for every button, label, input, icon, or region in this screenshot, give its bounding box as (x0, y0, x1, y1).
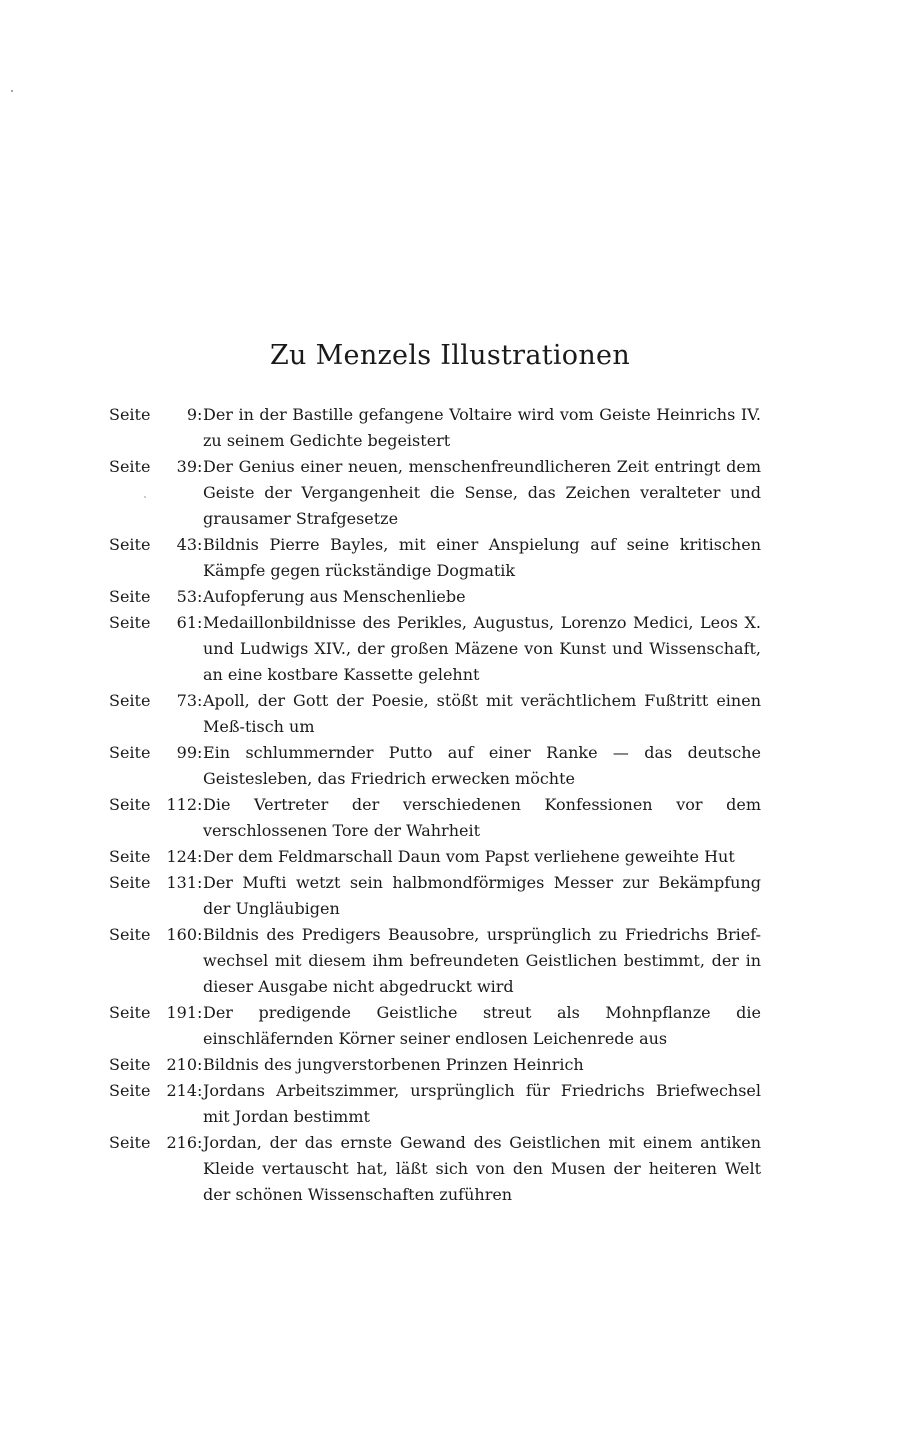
colon: : (197, 613, 203, 632)
list-item (109, 402, 761, 454)
list-item (109, 1000, 761, 1052)
entry-label (109, 584, 203, 610)
page-number: 131 (166, 873, 197, 892)
page-number: 210 (166, 1055, 197, 1074)
illustration-list (109, 402, 761, 1208)
entry-label (109, 1078, 203, 1104)
entry-description: Bildnis Pierre Bayles, mit einer Anspielung auf seine kritischen Kämpfe gegen rückständige Dogmatik (203, 535, 761, 580)
entry-description: Medaillonbildnisse des Perikles, Augustus, Lorenzo Medici, Leos X. und Ludwigs XIV., der großen Mäzene von Kunst und Wissenschaft, an eine kostbare Kassette gelehnt (203, 613, 761, 684)
entry-label (109, 688, 203, 714)
list-item (109, 454, 761, 532)
entry-description: Bildnis des Predigers Beausobre, ursprünglich zu Friedrichs Brief-wechsel mit diesem ihm befreundeten Geistlichen bestimmt, der in dieser Ausgabe nicht abgedruckt wird (203, 925, 761, 996)
entry-label (109, 402, 203, 428)
colon: : (197, 795, 203, 814)
entry-description: Der predigende Geistliche streut als Mohnpflanze die einschläfernden Körner seiner endlosen Leichenrede aus (203, 1003, 761, 1048)
list-item (109, 532, 761, 584)
page-number: 43 (176, 535, 197, 554)
entry-label (109, 532, 203, 558)
colon: : (197, 405, 203, 424)
entry-description: Aufopferung aus Menschenliebe (203, 587, 466, 606)
page-number: 214 (166, 1081, 197, 1100)
entry-description: Der dem Feldmarschall Daun vom Papst verliehene geweihte Hut (203, 847, 735, 866)
page-number: 160 (166, 925, 197, 944)
page-number: 191 (166, 1003, 197, 1022)
entry-description: Jordans Arbeitszimmer, ursprünglich für Friedrichs Briefwechsel mit Jordan bestimmt (203, 1081, 761, 1126)
seite-label: Seite (109, 795, 151, 814)
page-number: 99 (176, 743, 197, 762)
entry-description: Der Mufti wetzt sein halbmondförmiges Messer zur Bekämpfung der Ungläubigen (203, 873, 761, 918)
colon: : (197, 1081, 203, 1100)
list-item (109, 792, 761, 844)
list-item (109, 740, 761, 792)
entry-description: Der in der Bastille gefangene Voltaire wird vom Geiste Heinrichs IV. zu seinem Gedichte begeistert (203, 405, 761, 450)
colon: : (197, 743, 203, 762)
entry-label (109, 922, 203, 948)
entry-description: Ein schlummernder Putto auf einer Ranke — das deutsche Geistesleben, das Friedrich erwecken möchte (203, 743, 761, 788)
entry-description: Jordan, der das ernste Gewand des Geistlichen mit einem antiken Kleide vertauscht hat, läßt sich von den Musen der heiteren Welt der schönen Wissenschaften zuführen (203, 1133, 761, 1204)
colon: : (197, 1055, 203, 1074)
page-number: 53 (176, 587, 197, 606)
list-item (109, 922, 761, 1000)
entry-label (109, 1130, 203, 1156)
seite-label: Seite (109, 405, 151, 424)
seite-label: Seite (109, 925, 151, 944)
seite-label: Seite (109, 743, 151, 762)
colon: : (197, 873, 203, 892)
list-item (109, 688, 761, 740)
list-item (109, 610, 761, 688)
seite-label: Seite (109, 1081, 151, 1100)
seite-label: Seite (109, 847, 151, 866)
colon: : (197, 1133, 203, 1152)
seite-label: Seite (109, 1003, 151, 1022)
entry-label (109, 1000, 203, 1026)
seite-label: Seite (109, 535, 151, 554)
seite-label: Seite (109, 457, 151, 476)
colon: : (197, 925, 203, 944)
list-item (109, 844, 761, 870)
list-item (109, 1052, 761, 1078)
colon: : (197, 1003, 203, 1022)
entry-description: Die Vertreter der verschiedenen Konfessionen vor dem verschlossenen Tore der Wahrheit (203, 795, 761, 840)
seite-label: Seite (109, 1055, 151, 1074)
page-title: Zu Menzels Illustrationen (269, 340, 631, 371)
entry-label (109, 610, 203, 636)
entry-label (109, 844, 203, 870)
seite-label: Seite (109, 691, 151, 710)
colon: : (197, 535, 203, 554)
list-item (109, 584, 761, 610)
colon: : (197, 457, 203, 476)
entry-label (109, 870, 203, 896)
entry-label (109, 740, 203, 766)
entry-label (109, 1052, 203, 1078)
entry-description: Der Genius einer neuen, menschenfreundlicheren Zeit entringt dem Geiste der Vergangenheit die Sense, das Zeichen veralteter und grausamer Strafgesetze (203, 457, 761, 528)
paper-speck (11, 90, 13, 92)
page-number: 112 (166, 795, 197, 814)
entry-label (109, 454, 203, 480)
list-item (109, 1078, 761, 1130)
entry-label (109, 792, 203, 818)
seite-label: Seite (109, 1133, 151, 1152)
colon: : (197, 847, 203, 866)
colon: : (197, 691, 203, 710)
page-number: 73 (176, 691, 197, 710)
seite-label: Seite (109, 587, 151, 606)
entry-description: Bildnis des jungverstorbenen Prinzen Heinrich (203, 1055, 584, 1074)
page-number: 39 (176, 457, 197, 476)
seite-label: Seite (109, 613, 151, 632)
list-item (109, 1130, 761, 1208)
seite-label: Seite (109, 873, 151, 892)
list-item (109, 870, 761, 922)
page-number: 124 (166, 847, 197, 866)
entry-description: Apoll, der Gott der Poesie, stößt mit verächtlichem Fußtritt einen Meß-tisch um (203, 691, 761, 736)
page-number: 216 (166, 1133, 197, 1152)
colon: : (197, 587, 203, 606)
page-number: 9 (186, 405, 197, 424)
page-number: 61 (176, 613, 197, 632)
